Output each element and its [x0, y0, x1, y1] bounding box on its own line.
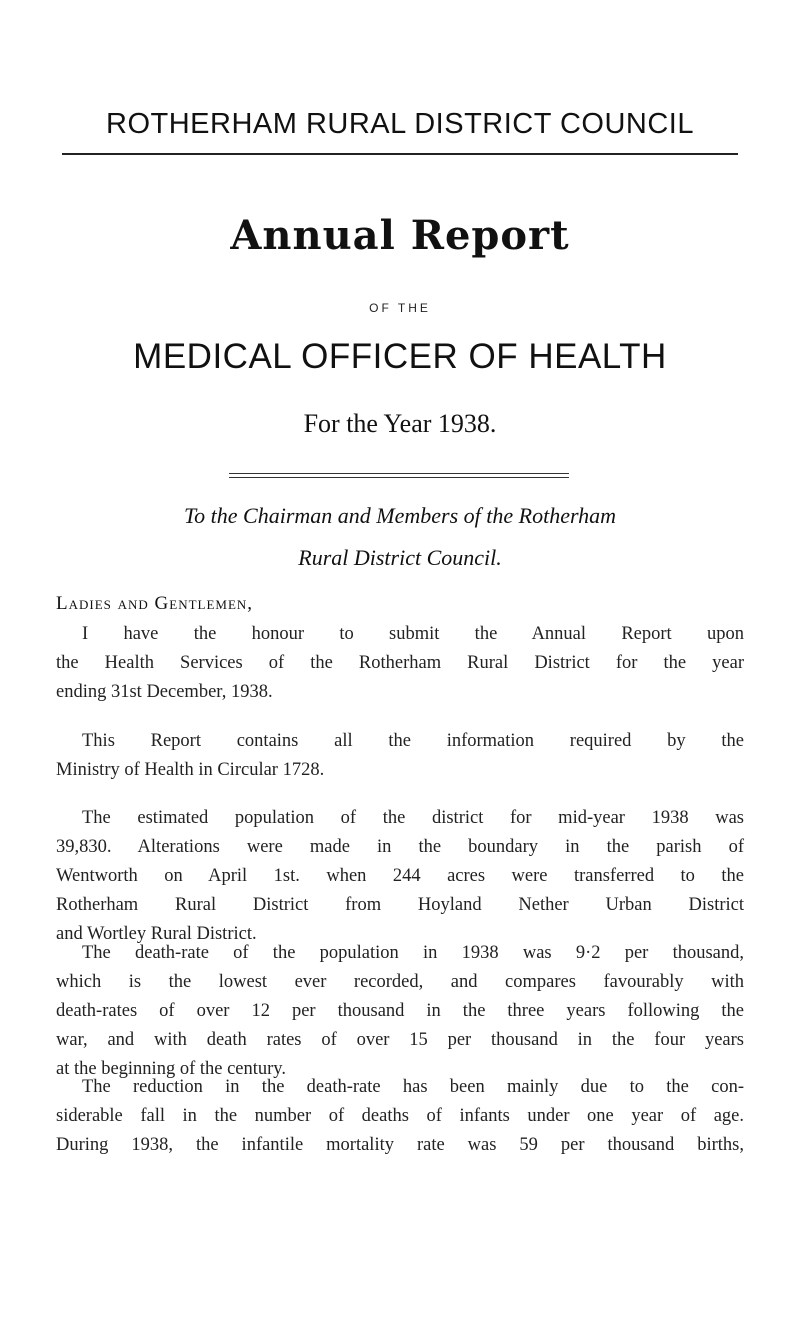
paragraph-line: ending 31st December, 1938.	[56, 682, 273, 702]
paragraph-line: siderable fall in the number of deaths of infants under one year of age.	[56, 1106, 744, 1126]
paragraph-line: The reduction in the death-rate has been mainly due to the con-	[82, 1077, 744, 1097]
paragraph-line: at the beginning of the century.	[56, 1059, 286, 1079]
paragraph-line: the Health Services of the Rotherham Rural District for the year	[56, 653, 744, 673]
paragraph-line: Ministry of Health in Circular 1728.	[56, 760, 325, 780]
paragraph-line: and Wortley Rural District.	[56, 924, 257, 944]
paragraph-circular	[56, 727, 744, 785]
report-subject: MEDICAL OFFICER OF HEALTH	[133, 337, 667, 376]
address-line-2: Rural District Council.	[298, 545, 502, 570]
paragraph-line: which is the lowest ever recorded, and compares favourably with	[56, 972, 744, 992]
of-the-label: OF THE	[369, 301, 431, 315]
paragraph-line: This Report contains all the information required by the	[82, 731, 744, 751]
paragraph-line: death-rates of over 12 per thousand in the three years following the	[56, 1001, 744, 1021]
header-rule	[62, 153, 738, 155]
paragraph-line: The estimated population of the district for mid-year 1938 was	[82, 808, 744, 828]
double-rule-divider	[229, 473, 569, 478]
paragraph-population	[56, 804, 744, 949]
paragraph-line: During 1938, the infantile mortality rate was 59 per thousand births,	[56, 1135, 744, 1155]
paragraph-death-rate	[56, 939, 744, 1084]
paragraph-infant-mortality	[56, 1073, 744, 1160]
report-title: Annual Report	[230, 212, 570, 259]
report-year: For the Year 1938.	[303, 409, 497, 438]
paragraph-line: Rotherham Rural District from Hoyland Nether Urban District	[56, 895, 744, 915]
paragraph-line: war, and with death rates of over 15 per thousand in the four years	[56, 1030, 744, 1050]
council-name: ROTHERHAM RURAL DISTRICT COUNCIL	[106, 108, 694, 140]
paragraph-line: The death-rate of the population in 1938 was 9·2 per thousand,	[82, 943, 744, 963]
paragraph-line: I have the honour to submit the Annual Report upon	[82, 624, 744, 644]
salutation: Ladies and Gentlemen,	[56, 593, 254, 614]
address-line-1: To the Chairman and Members of the Rotherham	[183, 503, 617, 528]
paragraph-submission	[56, 620, 744, 707]
paragraph-line: Wentworth on April 1st. when 244 acres were transferred to the	[56, 866, 744, 886]
paragraph-line: 39,830. Alterations were made in the boundary in the parish of	[56, 837, 744, 857]
